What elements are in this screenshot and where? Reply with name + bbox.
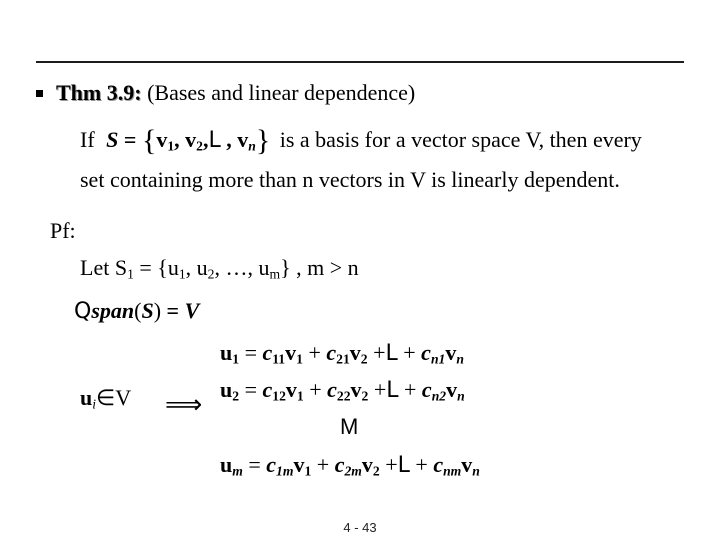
statement-line2: set containing more than n vectors in V is linearly dependent. (80, 167, 620, 192)
theorem-description: (Bases and linear dependence) (141, 80, 416, 105)
statement-rest: is a basis for a vector space V, then every (279, 127, 642, 152)
equation-u1: $u_1 = c_{11}v_1 + c_{21}v_2 +L + c_{n1}v_n$ (220, 340, 464, 367)
ui-in-v-label: $u_i\in V$ (80, 385, 132, 412)
proof-label: Pf: (50, 218, 76, 243)
statement-if: If (80, 127, 95, 152)
theorem-label: Thm 3.9: (56, 80, 142, 105)
top-rule (36, 61, 684, 63)
implies-arrow-icon: ⟹ (165, 390, 203, 419)
span-equation: Qspan(S) = V (74, 298, 200, 324)
page-number: 4 - 43 (343, 520, 377, 535)
equation-u2: $u_2 = c_{12}v_1 + c_{22}v_2 +L + c_{n2}v_n$ (220, 377, 465, 404)
vertical-dots: M (340, 414, 359, 439)
theorem-statement-line1 (80, 124, 642, 158)
basis-set-expression: $S = \{v_1$, $v_2,L$ , $v_n$} (106, 124, 271, 157)
bullet-icon (36, 90, 43, 97)
theorem-title (56, 80, 415, 106)
equation-um: $u_m = c_{1m}v_1 + c_{2m}v_2 +L + c_{nm}v_n$ (220, 452, 480, 479)
proof-let-line: Let $S_1 = \{u_1$, $u_2$, …, $u_m$} , m > n (80, 255, 359, 282)
